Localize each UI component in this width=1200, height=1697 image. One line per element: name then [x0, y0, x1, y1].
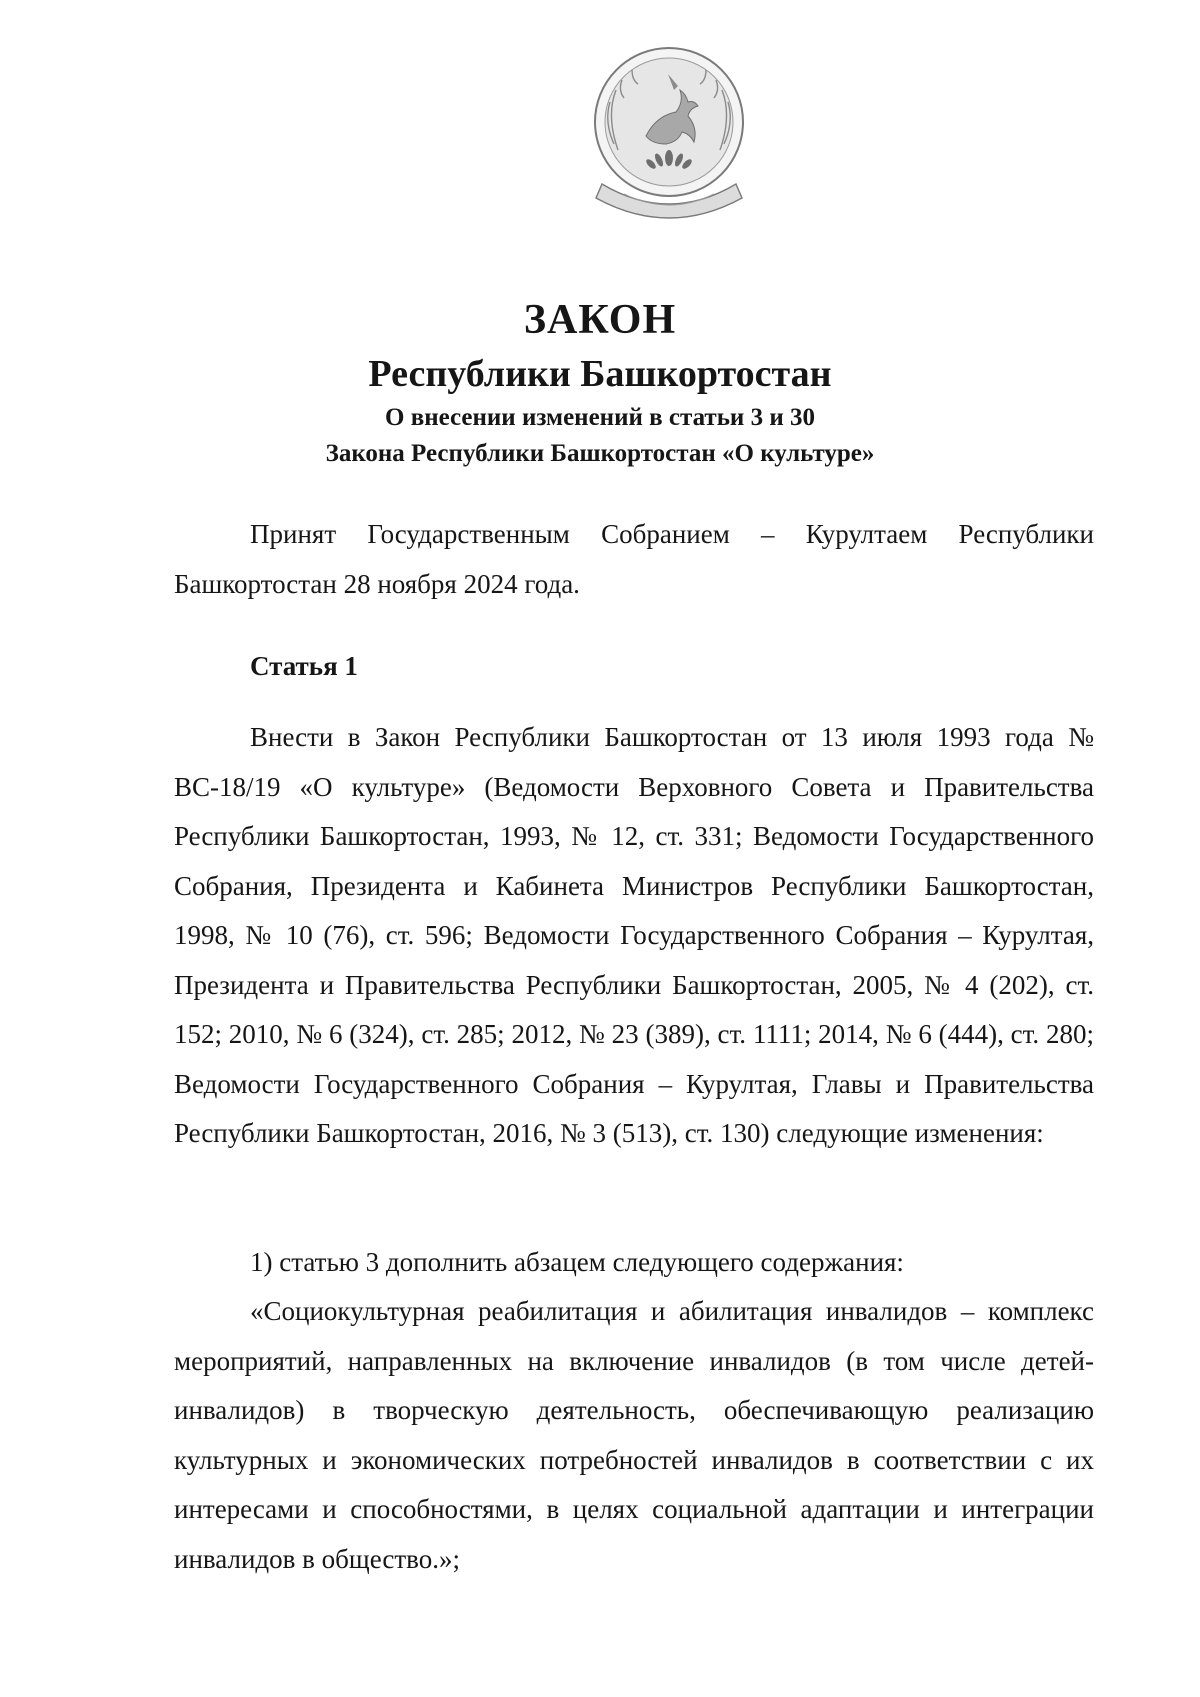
subject-line-1: О внесении изменений в статьи 3 и 30 [385, 404, 815, 431]
article-title: Статья 1 [250, 651, 358, 681]
article-intro-paragraph: Внести в Закон Республики Башкортостан от 13 июля 1993 года № ВС-18/19 «О культуре» (Ведомости Верховного Совета и Правительства Республики Башкортостан, 1993, № 12, ст. 331; Ведомости Государственного Собрания, Президента и Кабинета Министров Республики Башкортостан, 1998, № 10 (76), ст. 596; Ведомости Государственного Собрания – Курултая, Президента и Правительства Республики Башкортостан, 2005, № 4 (202), ст. 152; 2010, № 6 (324), ст. 285; 2012, № 23 (389), ст. 1111; 2014, № 6 (444), ст. 280; Ведомости Государственного Собрания – Курултая, Главы и Правительства Республики Башкортостан, 2016, № 3 (513), ст. 130) следующие изменения: [174, 722, 1094, 1148]
subject-line-2: Закона Республики Башкортостан «О культуре» [325, 440, 875, 467]
issuer-title: Республики Башкортостан [368, 353, 832, 395]
coat-of-arms-icon [588, 44, 750, 234]
adoption-statement: Принят Государственным Собранием – Курултаем Республики Башкортостан 28 ноября 2024 года. [174, 519, 1094, 599]
amendment-item-1: 1) статью 3 дополнить абзацем следующего содержания: [250, 1247, 904, 1277]
document-type: ЗАКОН [523, 297, 677, 343]
amendment-quote: «Социокультурная реабилитация и абилитация инвалидов – комплекс мероприятий, направленных на включение инвалидов (в том числе детей-инвалидов) в творческую деятельность, обеспечивающую реализацию культурных и экономических потребностей инвалидов в соответствии с их интересами и способностями, в целях социальной адаптации и интеграции инвалидов в общество.»; [174, 1296, 1094, 1574]
